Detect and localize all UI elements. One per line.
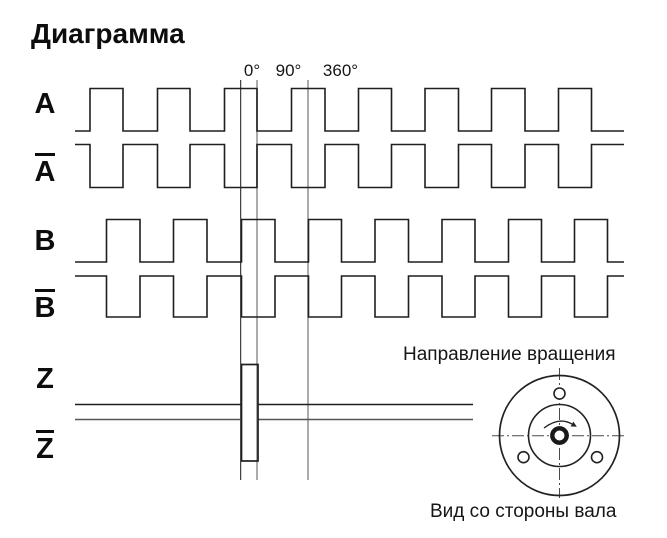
index-pulse-rect — [242, 365, 259, 462]
signal-label-z: Z — [36, 363, 54, 395]
signal-waveform-a — [75, 89, 624, 132]
bolt-hole-1 — [518, 452, 529, 463]
signal-waveform-b — [75, 220, 624, 263]
shaft-side-view-caption: Вид со стороны вала — [430, 501, 617, 522]
bolt-hole-0 — [554, 388, 565, 399]
page-title: Диаграмма — [31, 18, 185, 49]
signal-label-a-inverted: A — [28, 153, 62, 187]
signal-label-b: B — [34, 225, 56, 257]
angle-label-90deg: 90° — [275, 61, 302, 80]
signal-label-b-inverted: B — [28, 289, 62, 323]
rotation-direction-caption: Направление вращения — [403, 344, 616, 365]
signal-waveform-b-inverted — [75, 276, 624, 317]
signal-label-z-inverted: Z — [28, 430, 62, 464]
bolt-hole-2 — [592, 452, 603, 463]
shaft-ring — [552, 428, 566, 442]
angle-label-0deg: 0° — [243, 61, 261, 80]
signal-waveform-a-inverted — [75, 145, 624, 188]
angle-label-360deg: 360° — [322, 61, 359, 80]
signal-label-a: A — [34, 88, 56, 120]
